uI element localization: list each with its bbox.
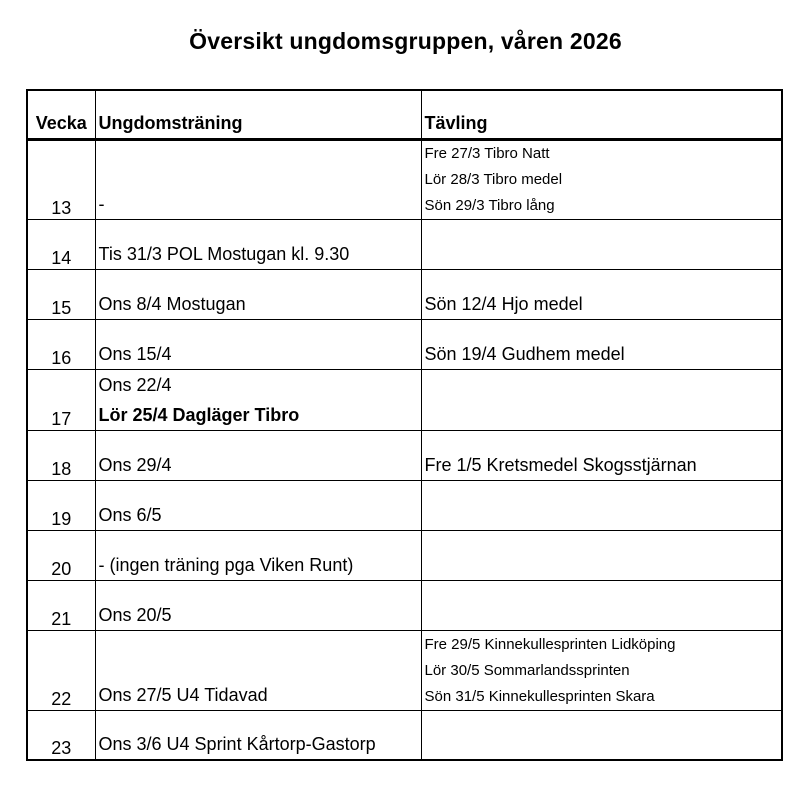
competition-cell: [421, 530, 782, 580]
header-week: Vecka: [27, 90, 95, 139]
competition-cell: [421, 710, 782, 760]
training-text: Ons 3/6 U4 Sprint Kårtorp-Gastorp: [98, 734, 376, 754]
table-row: [27, 710, 782, 760]
training-cell: [95, 580, 421, 630]
training-text: - (ingen träning pga Viken Runt): [98, 554, 354, 575]
training-text: Ons 20/5: [98, 604, 172, 625]
table-row: [27, 630, 782, 710]
competition-text: Sön 29/3 Tibro lång: [424, 196, 555, 214]
table-row: [27, 530, 782, 580]
competition-cell: [421, 269, 782, 319]
table-row: [27, 480, 782, 530]
competition-cell: [421, 630, 782, 710]
competition-cell: [421, 219, 782, 269]
training-cell: [95, 319, 421, 369]
training-text: Ons 6/5: [98, 504, 162, 525]
week-cell: 21: [27, 580, 95, 630]
week-cell: 18: [27, 430, 95, 480]
week-cell: 22: [27, 630, 95, 710]
week-cell: 19: [27, 480, 95, 530]
training-cell: [95, 269, 421, 319]
competition-text: Fre 27/3 Tibro Natt: [424, 144, 550, 162]
training-cell: [95, 219, 421, 269]
competition-text: Sön 19/4 Gudhem medel: [424, 343, 625, 364]
training-cell: [95, 369, 421, 430]
week-cell: 13: [27, 139, 95, 219]
training-text: Ons 15/4: [98, 343, 172, 364]
training-cell: [95, 430, 421, 480]
competition-text: Sön 12/4 Hjo medel: [424, 293, 583, 314]
week-cell: 23: [27, 710, 95, 760]
training-cell: [95, 710, 421, 760]
table-row: [27, 430, 782, 480]
training-text: Tis 31/3 POL Mostugan kl. 9.30: [98, 243, 350, 264]
week-cell: 20: [27, 530, 95, 580]
competition-text: Lör 30/5 Sommarlandssprinten: [424, 661, 630, 679]
competition-cell: [421, 430, 782, 480]
competition-text: Fre 1/5 Kretsmedel Skogsstjärnan: [424, 454, 697, 475]
training-text: Ons 29/4: [98, 454, 172, 475]
training-text: Ons 27/5 U4 Tidavad: [98, 684, 268, 705]
competition-cell: [421, 319, 782, 369]
week-cell: 14: [27, 219, 95, 269]
week-cell: 17: [27, 369, 95, 430]
training-cell: [95, 480, 421, 530]
header-row: [27, 90, 782, 139]
table-row: [27, 219, 782, 269]
table-row: [27, 319, 782, 369]
competition-cell: [421, 139, 782, 219]
competition-cell: [421, 480, 782, 530]
training-text: Ons 22/4: [98, 374, 172, 395]
table-row: [27, 139, 782, 219]
table-row: [27, 269, 782, 319]
competition-cell: [421, 369, 782, 430]
competition-text: Sön 31/5 Kinnekullesprinten Skara: [424, 687, 655, 705]
training-text: -: [98, 193, 105, 214]
table-row: [27, 369, 782, 430]
week-cell: 16: [27, 319, 95, 369]
competition-cell: [421, 580, 782, 630]
training-text-highlight: Lör 25/4 Dagläger Tibro: [98, 404, 300, 425]
competition-text: Fre 29/5 Kinnekullesprinten Lidköping: [424, 635, 676, 653]
competition-text: Lör 28/3 Tibro medel: [424, 170, 563, 188]
week-cell: 15: [27, 269, 95, 319]
training-text: Ons 8/4 Mostugan: [98, 293, 246, 314]
training-cell: [95, 530, 421, 580]
header-competition: Tävling: [421, 90, 782, 139]
training-cell: [95, 139, 421, 219]
schedule-table: [26, 89, 783, 761]
training-cell: [95, 630, 421, 710]
page-title: Översikt ungdomsgruppen, våren 2026: [189, 28, 622, 54]
header-training: Ungdomsträning: [95, 90, 421, 139]
table-row: [27, 580, 782, 630]
